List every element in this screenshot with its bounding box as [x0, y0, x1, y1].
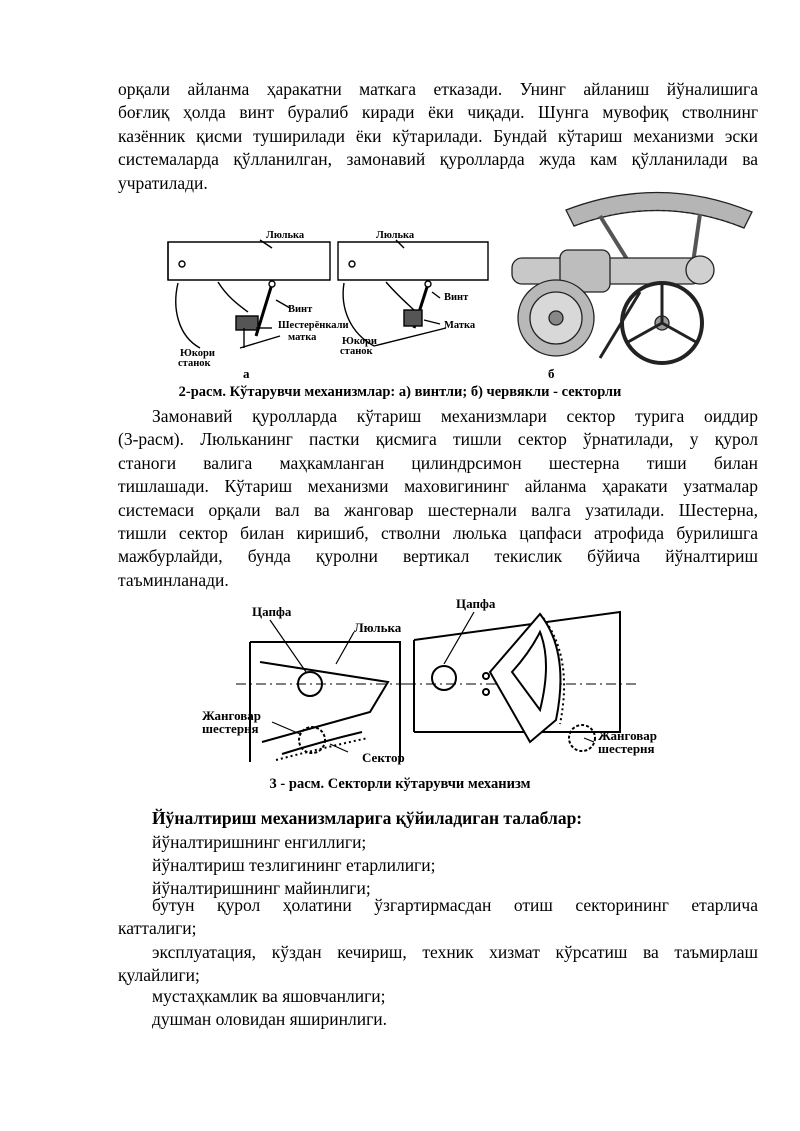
label-zhangovar-right-line1: Жанговар	[598, 728, 658, 743]
requirement-line: қулайлиги;	[118, 965, 200, 986]
label-shesterenka-line1: Шестерёнкали	[278, 320, 349, 331]
label-tsapfa-left: Цапфа	[252, 604, 292, 619]
main-line: тишли сектор билан киришиб, стволни люлька цапфаси атрофида бурилишга	[118, 523, 758, 544]
figure-3-caption: 3 - расм. Секторли кўтарувчи механизм	[269, 776, 531, 792]
label-vint-right: Винт	[444, 292, 469, 303]
label-zhangovar-left-line1: Жанговар	[202, 708, 262, 723]
figure-2-sub-labels	[243, 366, 555, 381]
figure-2-caption: 2-расм. Кўтарувчи механизмлар: а) винтли; б) червякли - секторли	[178, 384, 622, 400]
label-sektor: Сектор	[362, 750, 405, 765]
label-zhangovar-right-line2: шестерня	[598, 741, 655, 756]
intro-line: учратилади.	[118, 172, 208, 193]
main-line: станоги валига маҳкамланган цилиндрсимон шестерна тиши билан	[118, 452, 758, 473]
main-line: тишлашади. Кўтариш механизми маховигининг айланма ҳаракати узатмалар	[118, 476, 758, 497]
label-sub-a: а	[243, 366, 250, 381]
label-zhangovar-left-line2: шестерня	[202, 721, 259, 736]
main-line: Замонавий қуролларда кўтариш механизмлари сектор турига оиддир	[152, 406, 758, 426]
label-stanok-right-line2: станок	[340, 346, 373, 357]
label-matka: Матка	[444, 320, 476, 331]
figure-3-diagram	[0, 592, 800, 772]
figure-2a-screw-mechanism	[168, 240, 488, 348]
requirement-item: йўналтириш тезлигининг етарлилиги;	[152, 855, 436, 875]
label-lulka-right: Люлька	[376, 230, 415, 241]
label-lulka-left: Люлька	[266, 230, 305, 241]
requirement-line: бутун қурол ҳолатини ўзгартирмасдан отиш секторининг етарлича	[152, 895, 758, 915]
label-shesterenka-line2: матка	[288, 332, 317, 343]
requirement-line: эксплуатация, кўздан кечириш, техник хизмат кўрсатиш ва таъмирлаш	[152, 942, 758, 962]
main-line: системаси орқали вал ва жанговар шестернали валга узатилади. Шестерна,	[118, 499, 758, 520]
label-vint-left: Винт	[288, 304, 313, 315]
label-stanok-left-line2: станок	[178, 358, 211, 369]
main-line: таъминланади.	[118, 569, 229, 590]
intro-line: казённик қисми туширилади ёки кўтарилади. Бундай кўтариш механизми эски	[118, 125, 758, 146]
main-paragraph	[118, 405, 758, 592]
requirement-item: йўналтиришнинг енгиллиги;	[152, 832, 367, 852]
intro-line: системаларда қўлланилган, замонавий қуролларда жуда кам қўлланилади ва	[118, 149, 758, 170]
label-lulka-fig3: Люлька	[354, 620, 402, 635]
requirement-item: душман оловидан яширинлиги.	[152, 1009, 388, 1029]
main-line: (3-расм). Люльканинг пастки қисмига тишли сектор ўрнатилади, у қурол	[118, 429, 758, 450]
intro-line: боғлиқ ҳолда винт буралиб киради ёки чиқади. Шунга мувофиқ стволнинг	[118, 102, 758, 123]
requirement-item: мустаҳкамлик ва яшовчанлиги;	[152, 986, 386, 1006]
main-line: мажбурлайди, бунда қуролни вертикал текислик бўйича йўналтириш	[118, 546, 758, 567]
requirement-item: йўналтиришнинг майинлиги;	[152, 878, 371, 898]
intro-paragraph	[118, 78, 758, 195]
requirement-line: катталиги;	[118, 918, 197, 939]
label-stanok-left-line1: Юкори	[180, 348, 215, 359]
requirement-item	[118, 894, 758, 941]
label-stanok-right-line1: Юкори	[342, 336, 377, 347]
intro-line: орқали айланма ҳаракатни маткага етказади. Унинг айланиш йўналишига	[118, 79, 758, 99]
label-sub-b: б	[548, 366, 555, 381]
figure-2-diagram	[0, 188, 800, 388]
label-tsapfa-right: Цапфа	[456, 596, 496, 611]
requirements-heading: Йўналтириш механизмларига қўйиладиган талаблар:	[152, 808, 583, 828]
requirement-item	[118, 941, 758, 988]
figure-2b-worm-sector-mechanism	[512, 192, 752, 363]
